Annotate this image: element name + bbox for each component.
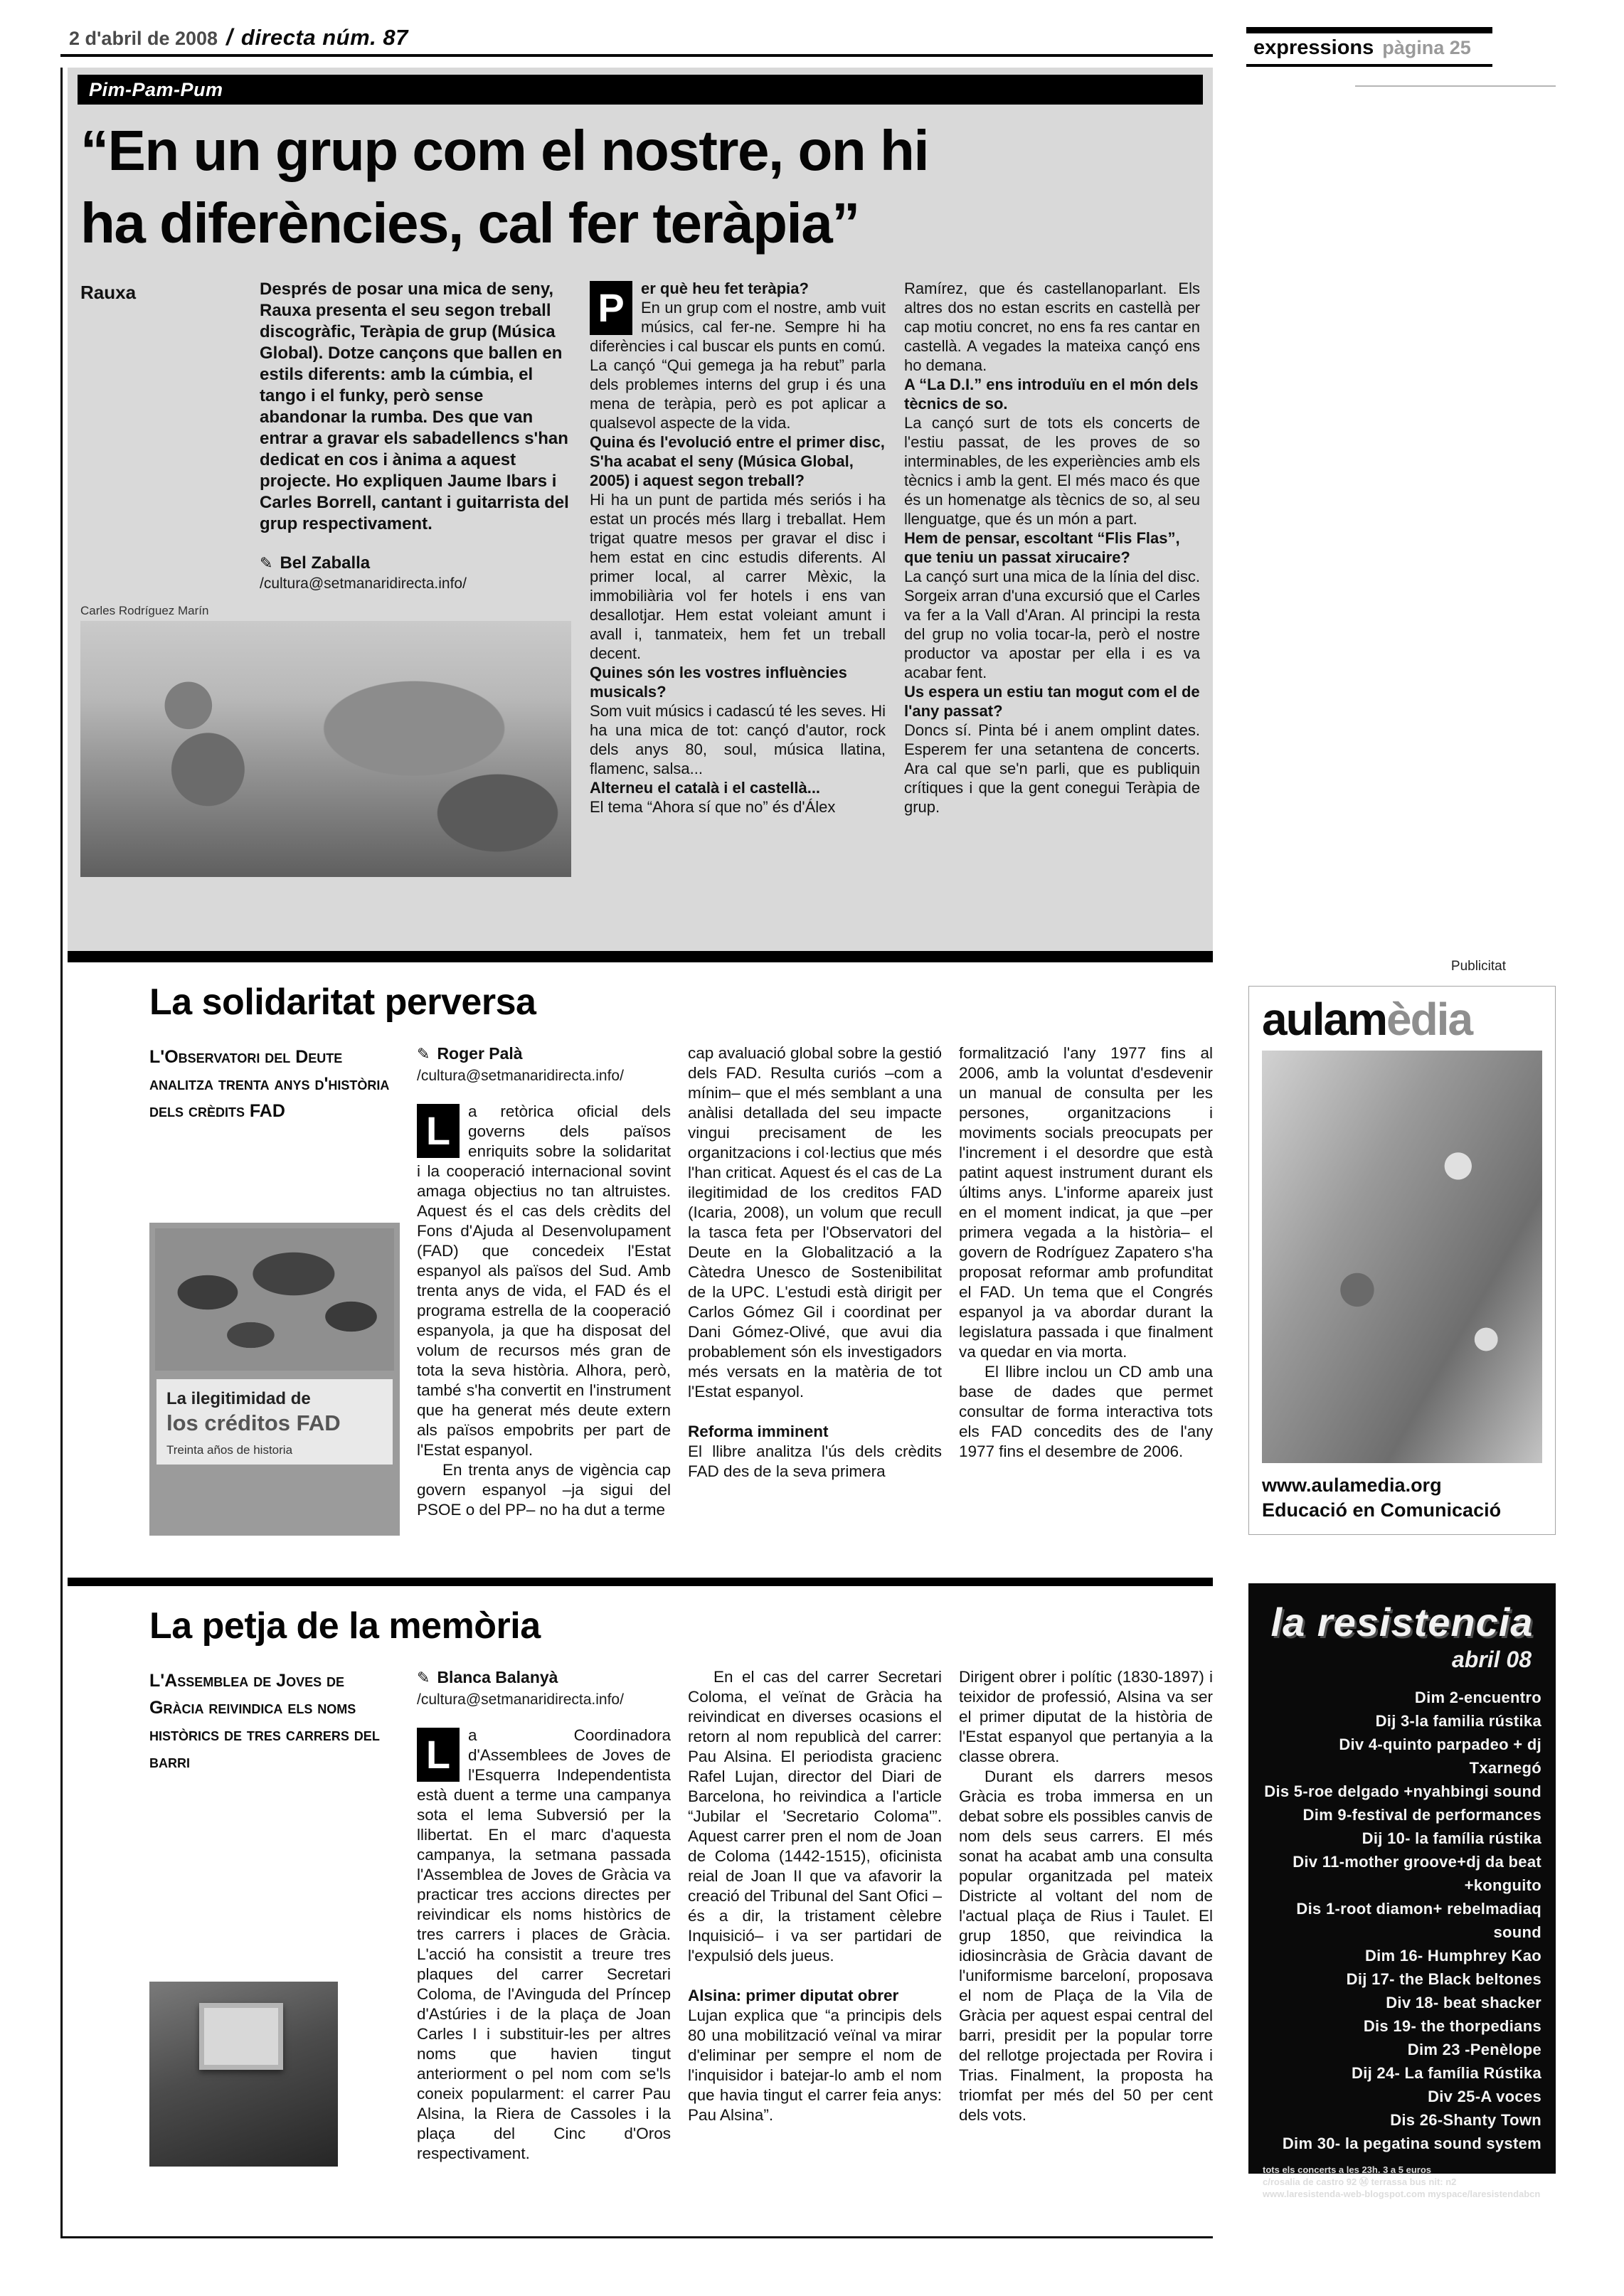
gracia-column-1 <box>417 1667 671 2167</box>
aulamedia-ad <box>1248 986 1556 1535</box>
body-text: a retòrica oficial dels governs dels països enriquits sobre la solidaritat i la cooperació internacional sovint amaga objectius no tan altruistes. Aquest és el cas dels crèdits del Fons d'Ajuda al Desenvolupament (FAD) que concedeix l'Estat espanyol als països del Sud. Amb trenta anys de vida, el FAD és el programa estrella de la cooperació espanyola, ja que ha disposat del volum de recursos més gran de tota la seva història. Alhora, però, també s'ha convertit en l'instrument que ha generat més deute extern als països empobrits per part de l'Estat espanyol. <box>417 1102 671 1459</box>
paragraph-block <box>904 528 1200 567</box>
body-text: Lujan explica que “a principis dels 80 una mobilització veïnal va mirar d'eliminar per sempre el nom de l'inquisidor i batejar-lo amb el nom que havia tingut el carrer feia anys: Pau Alsina”. <box>688 2007 942 2124</box>
interview-headline <box>80 115 1200 260</box>
body-text: El tema “Ahora sí que no” és d'Álex <box>590 797 836 816</box>
interview-column-1 <box>590 279 886 877</box>
book-cover-image <box>149 1223 400 1536</box>
masthead-left <box>69 24 408 51</box>
gracia-columns <box>149 1667 1213 2167</box>
paragraph-block <box>904 279 1200 375</box>
paragraph-block <box>590 663 886 701</box>
fad-column-1-text <box>417 1102 671 1520</box>
body-text: En trenta anys de vigència cap govern espanyol –ja sigui del PSOE o del PP– no ha dut a terme <box>417 1461 671 1519</box>
aulamedia-logo <box>1262 994 1542 1045</box>
paragraph-block <box>904 567 1200 682</box>
byline <box>417 1043 671 1064</box>
author-name: Roger Palà <box>437 1044 523 1063</box>
concert-line: Dij 10- la família rústika <box>1362 1829 1541 1847</box>
gracia-standfirst: L'Assemblea de Joves de Gràcia reivindica els noms històrics de tres carrers del barri <box>149 1671 380 1772</box>
concert-listing <box>1263 1686 1541 2155</box>
fad-column-2 <box>688 1043 942 1536</box>
body-text: El llibre inclou un CD amb una base de dades que permet consultar de forma interactiva tots els FAD concedits des de l'any 1977 fins el desembre de 2006. <box>959 1363 1213 1460</box>
body-text: La cançó surt de tots els concerts de l'estiu passat, de les proves de so interminables, de les experiències amb els tècnics i amb la gent. El més maco és que és un homenatge als tècnics de so, al seu llenguatge, que és un món a part. <box>904 413 1200 528</box>
paragraph-block <box>959 1767 1213 2125</box>
question-text: A “La D.I.” ens introduïu en el món dels tècnics de so. <box>904 375 1199 413</box>
masthead-slash-icon: / <box>226 24 233 50</box>
fad-article <box>149 962 1213 1578</box>
concert-line: Dim 16- Humphrey Kao <box>1364 1947 1541 1965</box>
resistencia-title: la resistencia <box>1270 1600 1534 1644</box>
resistencia-footer <box>1263 2164 1541 2200</box>
question-text: Hem de pensar, escoltant “Flis Flas”, que teniu un passat xirucaire? <box>904 528 1180 566</box>
author-email: /cultura@setmanaridirecta.info/ <box>417 1068 624 1084</box>
book-subtitle: Treinta años de historia <box>166 1443 293 1457</box>
author-email: /cultura@setmanaridirecta.info/ <box>417 1691 624 1708</box>
question-text: Quina és l'evolució entre el primer disc, S'ha acabat el seny (Música Global, 2005) i aquest segon treball? <box>590 432 885 489</box>
resistencia-footer-line: c/rosalia de castro 92 Ⓜ terrassa bus nit: n2 <box>1263 2177 1457 2187</box>
resistencia-ad <box>1248 1583 1556 2199</box>
author-name: Bel Zaballa <box>280 553 371 573</box>
body-text: formalització l'any 1977 fins al 2006, amb la voluntat d'esdevenir un manual de consulta per les persones, organitzacions i moviments socials preocupats per l'increment i el desordre que està patint aquest instrument durant els últims anys. L'informe apareix just en el moment indicat, ja que –per primera vegada a la història– el govern de Rodríguez Zapatero s'ha proposat reformar amb profunditat el FAD. Un tema que el Congrés espanyol ja va abordar durant la legislatura passada i que finalment va quedar en via morta. <box>959 1044 1213 1361</box>
concert-line: Div 11-mother groove+dj da beat +konguito <box>1293 1853 1541 1894</box>
question-text: Alterneu el català i el castellà... <box>590 778 821 797</box>
pencil-icon: ✎ <box>260 553 273 572</box>
ads-sidebar <box>1248 959 1556 2199</box>
concert-line: Dij 24- La família Rústika <box>1352 2064 1541 2082</box>
page-number: pàgina 25 <box>1382 37 1471 58</box>
resistencia-footer-line: tots els concerts a les 23h. 3 a 5 euros <box>1263 2164 1432 2175</box>
paragraph-block <box>590 778 886 797</box>
concert-line: Div 25-A voces <box>1428 2088 1541 2105</box>
interview-left-block <box>80 279 571 877</box>
street-plaque-photo <box>149 1982 338 2167</box>
paragraph-block <box>590 701 886 778</box>
section-name: expressions <box>1253 36 1374 59</box>
gracia-article <box>149 1586 1213 2236</box>
gracia-column-2 <box>688 1667 942 2167</box>
concert-line: Dij 3-la familia rústika <box>1375 1712 1541 1730</box>
left-vertical-rule <box>60 68 63 2238</box>
world-map-image <box>155 1228 394 1371</box>
paragraph-block <box>590 490 886 663</box>
fad-column-3 <box>959 1043 1213 1536</box>
concert-line: Dim 30- la pegatina sound system <box>1282 2135 1541 2152</box>
lead-paragraph: Després de posar una mica de seny, Rauxa presenta el seu segon treball discogràfic, Teràpia de grup (Música Global). Dotze cançons que ballen en estils diferents: amb la cúmbia, el tango i el funky, però sense abandonar la rumba. Des que van entrar a gravar els sabadellencs s'han dedicat en cos i ànima a aquest projecte. Ho expliquen Jaume Ibars i Carles Borrell, cantant i guitarrista del grup respectivament. <box>260 279 569 533</box>
kicker-bar <box>78 75 1203 105</box>
gracia-standfirst-column <box>149 1667 400 2167</box>
street-plaque <box>199 2003 283 2070</box>
byline <box>260 553 571 573</box>
book-title-line-1: La ilegitimidad de <box>166 1389 311 1408</box>
body-text: Hi ha un punt de partida més seriós i ha estat un procés més llarg i treballat. Hem trigat quatre mesos per gravar el disc i hem estat en cinc estudis diferents. Al primer local, al carrer Mèxic, la immobiliària vol fer hotels i ens van desallotjar. Hem estat voleiant amunt i avall i, tanmateix, hem fet un treball decent. <box>590 490 886 662</box>
paragraph-block <box>688 1442 942 1482</box>
paragraph-block <box>688 2006 942 2125</box>
issue-date: 2 d'abril de 2008 <box>69 28 218 49</box>
resistencia-footer-line: www.laresistenda-web-blogspot.com myspace/laresistendabcn <box>1263 2189 1541 2199</box>
body-text: Dirigent obrer i polític (1830-1897) i teixidor de professió, Alsina va ser el primer diputat de la història de l'Estat espanyol que pertanyia a la classe obrera. <box>959 1668 1213 1765</box>
drop-cap: L <box>417 1104 460 1158</box>
resistencia-month: abril 08 <box>1451 1647 1532 1672</box>
drop-cap: P <box>590 281 632 335</box>
concert-line: Div 4-quinto parpadeo + dj Txarnegó <box>1339 1736 1541 1777</box>
interview-article <box>68 68 1213 962</box>
question-text: er què heu fet teràpia? <box>641 279 809 297</box>
question-text: Quines són les vostres influències musicals? <box>590 663 847 701</box>
paragraph-block <box>688 1043 942 1402</box>
pencil-icon: ✎ <box>417 1669 430 1686</box>
gracia-headline: La petja de la memòria <box>149 1605 541 1647</box>
body-text: Alsina: primer diputat obrer <box>688 1987 899 2004</box>
author-email: /cultura@setmanaridirecta.info/ <box>260 575 467 592</box>
concert-line: Dim 23 -Penèlope <box>1407 2041 1541 2058</box>
book-title-line-2: los créditos FAD <box>166 1410 341 1435</box>
lead-row <box>80 279 571 535</box>
headline-line-1: “En un grup com el nostre, on hi <box>80 119 929 182</box>
book-title-panel <box>156 1379 393 1465</box>
section-underline-rule <box>1355 85 1556 87</box>
body-text: Som vuit músics i cadascú té les seves. Hi ha una mica de tot: cançó d'autor, rock dels anys 80, soul, música llatina, flamenc, salsa... <box>590 701 886 777</box>
concert-line: Dij 17- the Black beltones <box>1346 1970 1541 1988</box>
byline <box>417 1667 671 1688</box>
concert-line: Dis 1-root diamon+ rebelmadiaq sound <box>1296 1900 1541 1941</box>
section-divider-rule <box>68 1578 1213 1586</box>
puzzle-image <box>1262 1051 1542 1463</box>
paragraph-block <box>417 1460 671 1520</box>
fad-columns <box>149 1043 1213 1536</box>
paragraph-block <box>688 1986 942 2006</box>
aulamedia-tagline: Educació en Comunicació <box>1262 1499 1502 1521</box>
author-name: Blanca Balanyà <box>437 1668 558 1686</box>
concert-line: Dim 9-festival de performances <box>1302 1806 1541 1824</box>
paragraph-block <box>904 413 1200 528</box>
paragraph-block <box>959 1362 1213 1462</box>
concert-line: Dim 2-encuentro <box>1414 1689 1541 1706</box>
drop-cap: L <box>417 1728 460 1782</box>
interview-column-2 <box>904 279 1200 877</box>
publicitat-label: Publicitat <box>1450 959 1506 974</box>
pencil-icon: ✎ <box>417 1045 430 1063</box>
paragraph-block <box>904 375 1200 413</box>
body-text: cap avaluació global sobre la gestió dels FAD. Resulta curiós –com a mínim– que el més semblant a una anàlisi detallada del seu impacte vingui precisament de les organitzacions i col·lectius que més l'han criticat. Aquest és el cas de La ilegitimidad de los creditos FAD (Icaria, 2008), un volum que recull la tasca feta per l'Observatori del Deute en la Globalització a la Càtedra Unesco de Sostenibilitat de la UPC. L'estudi està dirigit per Carlos Gómez Gil i coordinat per Dani Gómez-Olivé, que avui dia probablement són els investigadors més versats en la matèria de tot l'Estat espanyol. <box>688 1044 943 1401</box>
concert-line: Div 18- beat shacker <box>1386 1994 1541 2011</box>
main-column <box>68 68 1213 2236</box>
concert-line: Dis 5-roe delgado +nyahbingi sound <box>1264 1782 1541 1800</box>
fad-headline: La solidaritat perversa <box>149 982 536 1023</box>
band-name-label: Rauxa <box>80 281 137 303</box>
paragraph-block <box>904 682 1200 721</box>
paragraph-block <box>417 1726 671 2164</box>
paragraph-block <box>688 1422 942 1442</box>
header-rule <box>60 54 1213 57</box>
body-text: Doncs sí. Pinta bé i anem omplint dates. Esperem fer una setantena de concerts. Ara cal que se'n parli, que es publiquin crítiques i que la gent conegui Teràpia de grup. <box>904 721 1200 816</box>
paragraph-block <box>417 1102 671 1460</box>
body-text: Durant els darrers mesos Gràcia es troba immersa en un debat sobre els possibles canvis de nom dels seus carrers. El més sonat ha acabat amb una consulta popular organitzada pel mateix Districte al voltant del nom de l'actual plaça de Rius i Taulet. El grup 1850, que reivindica la idiosincràsia de Gràcia davant de l'uniformisme barceloní, proposava el nom de Plaça de la Vila de Gràcia per aquest espai central del barri, presidit per la popular torre del rellotge projectada per Rovira i Trias. Finalment, la proposta ha triomfat per més del 50 per cent dels vots. <box>959 1768 1213 2124</box>
body-text: Ramírez, que és castellanoparlant. Els altres dos no estan escrits en castellà per cap motiu concret, no ens fa res cantar en castellà. A vegades la mateixa cançó ens ho demana. <box>904 279 1200 374</box>
paragraph-block <box>590 432 886 490</box>
band-photo <box>80 621 571 877</box>
paragraph-block <box>959 1667 1213 1767</box>
headline-line-2: ha diferències, cal fer teràpia” <box>80 191 859 255</box>
gracia-column-1-text <box>417 1726 671 2164</box>
paragraph-block <box>590 797 886 817</box>
concert-line: Dis 19- the thorpedians <box>1363 2017 1541 2035</box>
section-box <box>1246 27 1492 67</box>
body-text: a Coordinadora d'Assemblees de Joves de l'Esquerra Independentista està duent a terme una campanya sota el lema Subversió per la llibertat. En el marc d'aquesta campanya, la setmana passada l'Assemblea de Joves de Gràcia va practicar tres accions directes per reivindicar els noms històrics de tres carrers i places de Gràcia. L'acció ha consistit a treure tres plaques del carrer Secretari Coloma, de l'Avinguda del Príncep d'Astúries i de la plaça de Joan Carles I i substituir-les per altres noms que havien tingut anteriorment o pel nom com se'ls coneix popularment: el carrer Pau Alsina, la Riera de Cassoles i la plaça del Cinc d'Oros respectivament. <box>417 1726 671 2162</box>
body-text: Reforma imminent <box>688 1423 829 1440</box>
interview-body <box>78 279 1203 877</box>
aulamedia-logo-part-2: èdia <box>1386 994 1472 1045</box>
paragraph-block <box>904 721 1200 817</box>
paragraph-block <box>688 1667 942 1966</box>
question-text: Us espera un estiu tan mogut com el de l'any passat? <box>904 682 1200 720</box>
body-text: El llibre analitza l'ús dels crèdits FAD des de la seva primera <box>688 1442 942 1480</box>
paragraph-block <box>590 279 886 432</box>
concert-line: Dis 26-Shanty Town <box>1390 2111 1541 2129</box>
bottom-rule <box>60 2236 1213 2238</box>
lead-wrap <box>260 279 571 535</box>
paragraph-block <box>959 1043 1213 1362</box>
publication-title: directa núm. 87 <box>240 25 408 50</box>
kicker-label: Pim-Pam-Pum <box>89 78 223 100</box>
body-text: La cançó surt una mica de la línia del disc. Sorgeix arran d'una excursió que el Carles va fer a la Vall d'Aran. Al principi la resta del grup no volia tocar-la, però el nostre productor va apostar per ella i es va acabar fent. <box>904 567 1200 681</box>
gracia-column-3 <box>959 1667 1213 2167</box>
fad-standfirst: L'Observatori del Deute analitza trenta anys d'història dels crèdits FAD <box>149 1047 390 1121</box>
body-text: En el cas del carrer Secretari Coloma, el veïnat de Gràcia ha reivindicat en diverses ocasions el retorn al nom republicà del carrer: Pau Alsina. El periodista gracienc Rafel Lujan, director del Diari de Barcelona, ho reivindica a l'article “Jubilar el 'Secretario Coloma'”. Aquest carrer pren el nom de Joan de Coloma (1442-1515), oficinista reial de Joan II que va afavorir la creació del Tribunal del Sant Ofici –és a dir, la tristament cèlebre Inquisició– i va ser partidari de l'expulsió dels jueus. <box>688 1668 942 1965</box>
photo-credit: Carles Rodríguez Marín <box>80 603 209 617</box>
fad-column-1 <box>417 1043 671 1536</box>
body-text: En un grup com el nostre, amb vuit músics, cal fer-ne. Sempre hi ha diferències i cal buscar els punts en comú. La cançó “Qui gemega ja ha rebut” parla dels problemes interns del grup i és una mena de teràpia, però es pot aplicar a qualsevol aspecte de la vida. <box>590 298 886 432</box>
aulamedia-logo-part-1: aulam <box>1262 994 1386 1045</box>
fad-standfirst-column <box>149 1043 400 1536</box>
aulamedia-url: www.aulamedia.org <box>1262 1474 1442 1496</box>
